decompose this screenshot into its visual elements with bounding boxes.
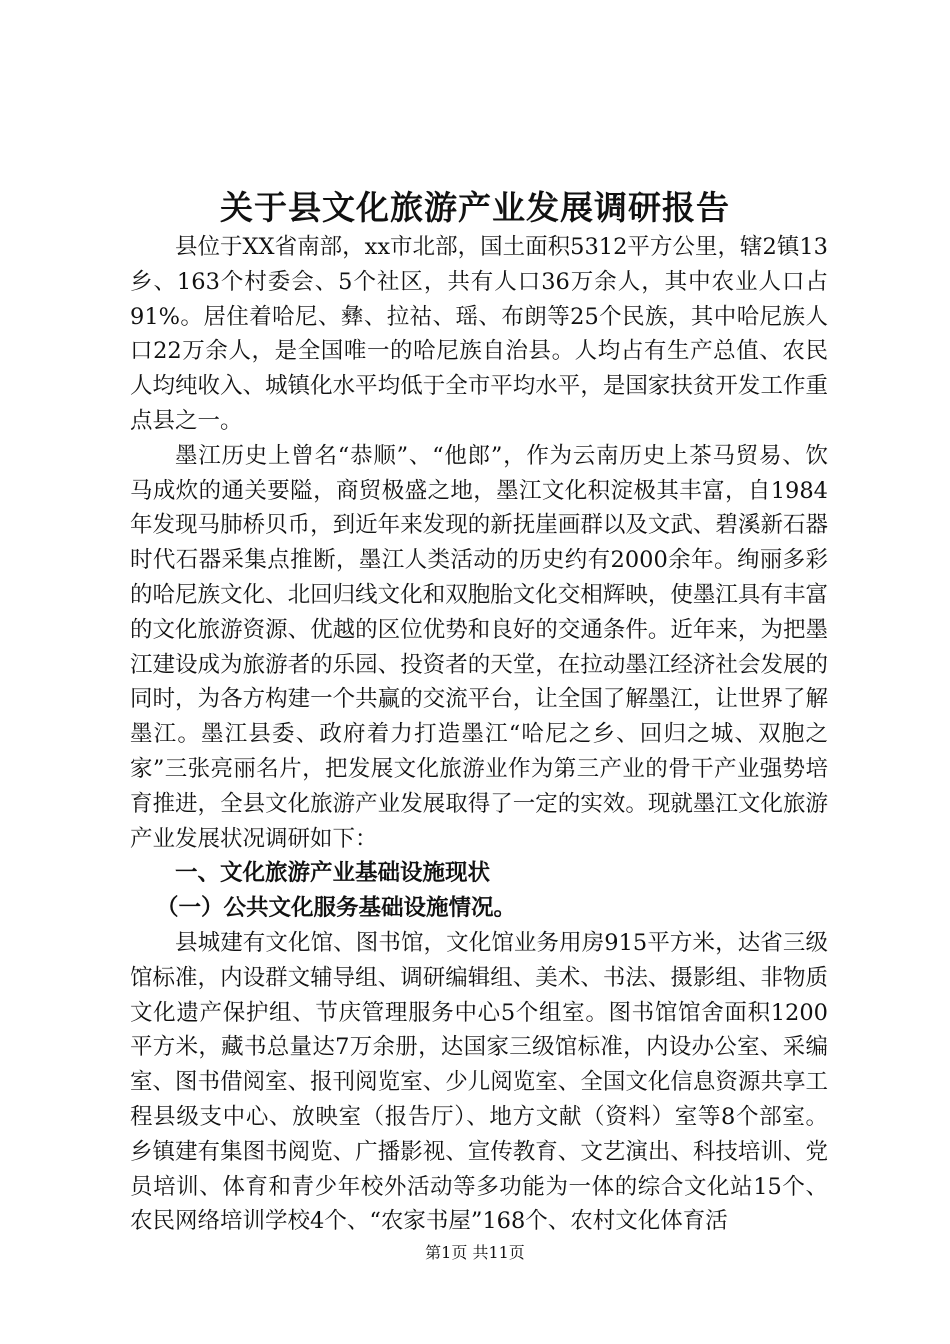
subsection-heading: （一）公共文化服务基础设施情况。 bbox=[156, 895, 517, 922]
section-heading: 一、文化旅游产业基础设施现状 bbox=[175, 860, 491, 887]
document-body bbox=[130, 230, 828, 1239]
paragraph-history: 墨江历史上曾名“恭顺”、“他郎”，作为云南历史上茶马贸易、饮马成炊的通关要隘，商贸极盛之地，墨江文化积淀极其丰富，自1984年发现马肺桥贝币，到近年来发现的新抚崖画群以及文武、碧溪新石器时代石器采集点推断，墨江人类活动的历史约有2000余年。绚丽多彩的哈尼族文化、北回归线文化和双胞胎文化交相辉映，使墨江具有丰富的文化旅游资源、优越的区位优势和良好的交通条件。近年来，为把墨江建设成为旅游者的乐园、投资者的天堂，在拉动墨江经济社会发展的同时，为各方构建一个共赢的交流平台，让全国了解墨江，让世界了解墨江。墨江县委、政府着力打造墨江“哈尼之乡、回归之城、双胞之家”三张亮丽名片，把发展文化旅游业作为第三产业的骨干产业强势培育推进，全县文化旅游产业发展取得了一定的实效。现就墨江文化旅游产业发展状况调研如下： bbox=[130, 442, 828, 852]
page-number-footer: 第1页 共11页 bbox=[425, 1243, 525, 1262]
paragraph-facilities: 县城建有文化馆、图书馆，文化馆业务用房915平方米，达省三级馆标准，内设群文辅导组、调研编辑组、美术、书法、摄影组、非物质文化遗产保护组、节庆管理服务中心5个组室。图书馆馆舍面积1200平方米，藏书总量达7万余册，达国家三级馆标准，内设办公室、采编室、图书借阅室、报刊阅览室、少儿阅览室、全国文化信息资源共享工程县级支中心、放映室（报告厅）、地方文献（资料）室等8个部室。乡镇建有集图书阅览、广播影视、宣传教育、文艺演出、科技培训、党员培训、体育和青少年校外活动等多功能为一体的综合文化站15个、农民网络培训学校4个、“农家书屋”168个、农村文化体育活 bbox=[130, 929, 828, 1235]
paragraph-intro: 县位于XX省南部，xx市北部，国土面积5312平方公里，辖2镇13乡、163个村委会、5个社区，共有人口36万余人，其中农业人口占91%。居住着哈尼、彝、拉祜、瑶、布朗等25个民族，其中哈尼族人口22万余人，是全国唯一的哈尼族自治县。人均占有生产总值、农民人均纯收入、城镇化水平均低于全市平均水平，是国家扶贫开发工作重点县之一。 bbox=[130, 234, 828, 434]
document-title: 关于县文化旅游产业发展调研报告 bbox=[220, 188, 730, 227]
